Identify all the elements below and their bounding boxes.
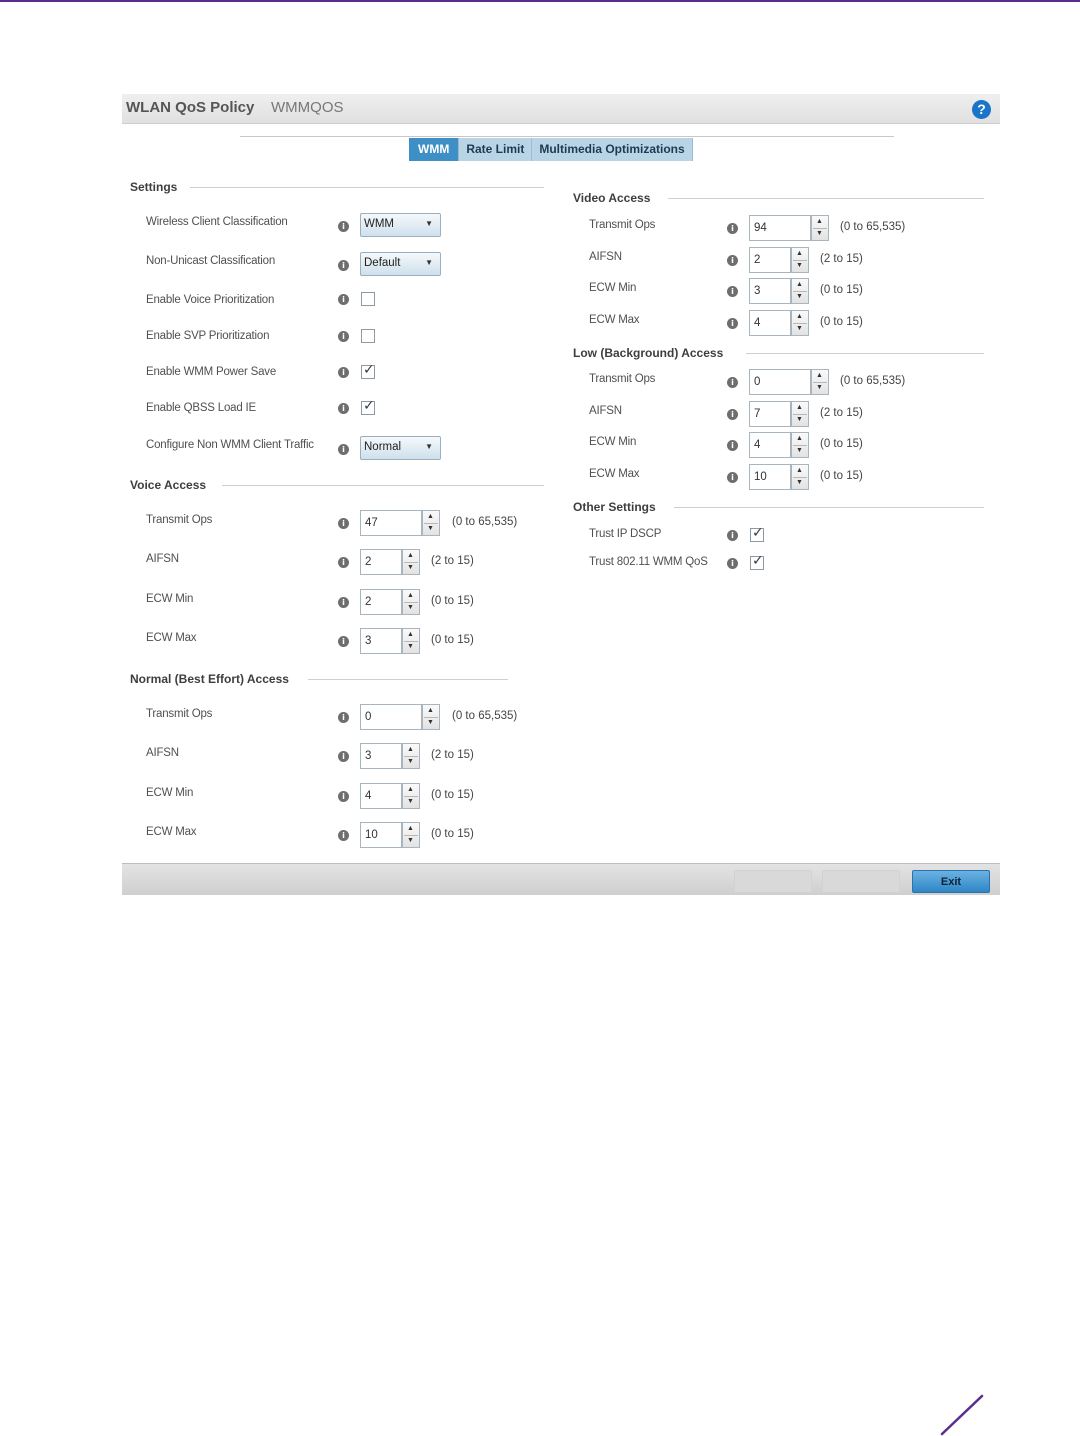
info-icon[interactable]: i	[338, 557, 349, 568]
checkmark-icon: ✓	[363, 362, 375, 378]
stepper-value: 3	[365, 635, 372, 647]
other-settings-section-rule	[674, 507, 984, 508]
spin-up-icon[interactable]: ▲	[407, 631, 414, 638]
stepper-buttons[interactable]	[422, 510, 440, 536]
voice-ecw-max-label: ECW Max	[146, 632, 197, 644]
info-icon[interactable]: i	[727, 223, 738, 234]
info-icon[interactable]: i	[338, 367, 349, 378]
stepper-input[interactable]	[749, 215, 811, 241]
chevron-down-icon: ▼	[425, 442, 433, 451]
voice-ecw-max-range: (0 to 15)	[431, 634, 474, 646]
tab-divider	[240, 136, 894, 137]
video-ecw-max-label: ECW Max	[589, 314, 640, 326]
spin-down-icon[interactable]: ▼	[407, 604, 414, 611]
help-icon[interactable]: ?	[972, 100, 991, 119]
info-icon[interactable]: i	[338, 751, 349, 762]
stepper-input[interactable]	[360, 589, 402, 615]
tab-wmm[interactable]: WMM	[409, 138, 459, 161]
low-ecw-max-range: (0 to 15)	[820, 470, 863, 482]
stepper-buttons[interactable]	[791, 401, 809, 427]
stepper-buttons[interactable]	[791, 278, 809, 304]
checkmark-icon: ✓	[363, 398, 375, 414]
stepper-divider	[404, 756, 418, 757]
video-aifsn-range: (2 to 15)	[820, 253, 863, 265]
footer-bar	[122, 863, 1000, 895]
video-ecw-min-label: ECW Min	[589, 282, 637, 294]
info-icon[interactable]: i	[338, 221, 349, 232]
info-icon[interactable]: i	[338, 331, 349, 342]
stepper-divider	[793, 414, 807, 415]
normal-aifsn-range: (2 to 15)	[431, 749, 474, 761]
stepper-input[interactable]	[360, 783, 402, 809]
tab-multimedia-optimizations[interactable]: Multimedia Optimizations	[532, 138, 692, 161]
enable-qbss-load-ie-checkbox[interactable]	[361, 398, 375, 415]
spin-down-icon[interactable]: ▼	[407, 643, 414, 650]
low-aifsn-stepper[interactable]	[749, 401, 809, 427]
low-aifsn-label: AIFSN	[589, 405, 622, 417]
stepper-input[interactable]	[749, 278, 791, 304]
spin-up-icon[interactable]: ▲	[796, 250, 803, 257]
stepper-value: 0	[754, 376, 761, 388]
stepper-value: 3	[365, 750, 372, 762]
info-icon[interactable]: i	[338, 791, 349, 802]
top-accent-rule	[0, 0, 1080, 2]
stepper-value: 0	[365, 711, 372, 723]
normal-ecw-min-label: ECW Min	[146, 787, 194, 799]
spin-up-icon[interactable]: ▲	[407, 825, 414, 832]
chevron-down-icon: ▼	[425, 258, 433, 267]
stepper-value: 47	[365, 517, 378, 529]
video-ecw-max-stepper[interactable]	[749, 310, 809, 336]
spin-down-icon[interactable]: ▼	[407, 837, 414, 844]
spin-up-icon[interactable]: ▲	[796, 467, 803, 474]
stepper-value: 4	[754, 439, 761, 451]
stepper-input[interactable]	[360, 510, 422, 536]
stepper-buttons[interactable]	[402, 822, 420, 848]
video-aifsn-stepper[interactable]	[749, 247, 809, 273]
info-icon[interactable]: i	[338, 444, 349, 455]
enable-svp-prioritization-checkbox[interactable]	[361, 329, 375, 343]
non-unicast-classification-label: Non-Unicast Classification	[146, 255, 276, 267]
stepper-divider	[404, 796, 418, 797]
spin-down-icon[interactable]: ▼	[796, 293, 803, 300]
stepper-buttons[interactable]	[422, 704, 440, 730]
spin-up-icon[interactable]: ▲	[816, 372, 823, 379]
stepper-divider	[793, 477, 807, 478]
spin-up-icon[interactable]: ▲	[796, 281, 803, 288]
policy-name: WMMQOS	[271, 99, 344, 116]
stepper-input[interactable]	[749, 464, 791, 490]
info-icon[interactable]: i	[727, 286, 738, 297]
video-access-section-title: Video Access	[573, 191, 651, 205]
stepper-value: 4	[754, 317, 761, 329]
stepper-divider	[424, 523, 438, 524]
title-bar	[122, 94, 1000, 124]
info-icon[interactable]: i	[727, 530, 738, 541]
configure-non-wmm-client-traffic-select[interactable]	[360, 436, 441, 460]
info-icon[interactable]: i	[727, 558, 738, 569]
info-icon[interactable]: i	[727, 255, 738, 266]
stepper-buttons[interactable]	[811, 215, 829, 241]
info-icon[interactable]: i	[727, 409, 738, 420]
normal-transmit-ops-range: (0 to 65,535)	[452, 710, 518, 722]
stepper-value: 10	[754, 471, 767, 483]
stepper-divider	[793, 291, 807, 292]
normal-transmit-ops-stepper[interactable]	[360, 704, 442, 730]
spin-down-icon[interactable]: ▼	[796, 447, 803, 454]
stepper-value: 94	[754, 222, 767, 234]
video-ecw-max-range: (0 to 15)	[820, 316, 863, 328]
info-icon[interactable]: i	[727, 472, 738, 483]
stepper-value: 3	[754, 285, 761, 297]
spin-up-icon[interactable]: ▲	[796, 313, 803, 320]
spin-down-icon[interactable]: ▼	[796, 262, 803, 269]
stepper-input[interactable]	[360, 822, 402, 848]
voice-aifsn-label: AIFSN	[146, 553, 179, 565]
voice-aifsn-range: (2 to 15)	[431, 555, 474, 567]
stepper-input[interactable]	[749, 401, 791, 427]
spin-up-icon[interactable]: ▲	[407, 592, 414, 599]
stepper-input[interactable]	[749, 310, 791, 336]
stepper-divider	[793, 260, 807, 261]
stepper-value: 2	[365, 596, 372, 608]
spin-down-icon[interactable]: ▼	[796, 479, 803, 486]
stepper-divider	[424, 717, 438, 718]
low-transmit-ops-stepper[interactable]	[749, 369, 831, 395]
enable-wmm-power-save-checkbox[interactable]	[361, 362, 375, 379]
stepper-divider	[793, 323, 807, 324]
stepper-input[interactable]	[360, 628, 402, 654]
spin-down-icon[interactable]: ▼	[427, 525, 434, 532]
non-unicast-classification-select[interactable]	[360, 252, 441, 276]
stepper-input[interactable]	[749, 369, 811, 395]
settings-section-title: Settings	[130, 180, 178, 194]
stepper-divider	[404, 602, 418, 603]
spin-down-icon[interactable]: ▼	[407, 758, 414, 765]
stepper-divider	[404, 641, 418, 642]
window-title: WLAN QoS Policy	[126, 99, 255, 116]
low-ecw-min-stepper[interactable]	[749, 432, 809, 458]
spin-down-icon[interactable]: ▼	[407, 798, 414, 805]
video-ecw-min-range: (0 to 15)	[820, 284, 863, 296]
select-value: Normal	[364, 441, 402, 453]
stepper-input[interactable]	[360, 549, 402, 575]
enable-voice-prioritization-checkbox[interactable]	[361, 292, 375, 306]
enable-qbss-load-ie-label: Enable QBSS Load IE	[146, 402, 256, 414]
stepper-input[interactable]	[360, 704, 422, 730]
stepper-buttons[interactable]	[791, 464, 809, 490]
stepper-divider	[813, 228, 827, 229]
video-transmit-ops-range: (0 to 65,535)	[840, 221, 906, 233]
info-icon[interactable]: i	[338, 597, 349, 608]
wireless-client-classification-select[interactable]	[360, 213, 441, 237]
voice-aifsn-stepper[interactable]	[360, 549, 420, 575]
voice-transmit-ops-stepper[interactable]	[360, 510, 442, 536]
info-icon[interactable]: i	[727, 440, 738, 451]
spin-down-icon[interactable]: ▼	[796, 325, 803, 332]
normal-transmit-ops-label: Transmit Ops	[146, 708, 213, 720]
wireless-client-classification-label: Wireless Client Classification	[146, 216, 288, 228]
stepper-input[interactable]	[360, 743, 402, 769]
stepper-buttons[interactable]	[791, 247, 809, 273]
spin-down-icon[interactable]: ▼	[816, 230, 823, 237]
spin-down-icon[interactable]: ▼	[407, 564, 414, 571]
wlan-qos-policy-window	[122, 94, 1000, 895]
spin-up-icon[interactable]: ▲	[407, 786, 414, 793]
stepper-buttons[interactable]	[402, 743, 420, 769]
low-ecw-max-label: ECW Max	[589, 468, 640, 480]
low-transmit-ops-range: (0 to 65,535)	[840, 375, 906, 387]
stepper-buttons[interactable]	[402, 783, 420, 809]
stepper-divider	[813, 382, 827, 383]
stepper-input[interactable]	[749, 247, 791, 273]
info-icon[interactable]: i	[338, 294, 349, 305]
select-value: WMM	[364, 218, 395, 230]
video-ecw-min-stepper[interactable]	[749, 278, 809, 304]
stepper-divider	[404, 562, 418, 563]
settings-section-rule	[190, 187, 544, 188]
configure-non-wmm-client-traffic-label: Configure Non WMM Client Traffic	[146, 439, 314, 451]
reset-button[interactable]	[822, 870, 900, 893]
enable-voice-prioritization-label: Enable Voice Prioritization	[146, 294, 275, 306]
info-icon[interactable]: i	[338, 518, 349, 529]
normal-ecw-min-stepper[interactable]	[360, 783, 420, 809]
normal-access-section-title: Normal (Best Effort) Access	[130, 672, 289, 686]
normal-ecw-max-label: ECW Max	[146, 826, 197, 838]
info-icon[interactable]: i	[727, 318, 738, 329]
stepper-buttons[interactable]	[811, 369, 829, 395]
chevron-down-icon: ▼	[425, 219, 433, 228]
low-aifsn-range: (2 to 15)	[820, 407, 863, 419]
voice-transmit-ops-label: Transmit Ops	[146, 514, 213, 526]
low-ecw-min-range: (0 to 15)	[820, 438, 863, 450]
stepper-input[interactable]	[749, 432, 791, 458]
enable-wmm-power-save-label: Enable WMM Power Save	[146, 366, 277, 378]
spin-up-icon[interactable]: ▲	[427, 513, 434, 520]
low-transmit-ops-label: Transmit Ops	[589, 373, 656, 385]
tab-rate-limit[interactable]: Rate Limit	[459, 138, 532, 161]
info-icon[interactable]: i	[338, 830, 349, 841]
checkmark-icon: ✓	[752, 525, 764, 541]
stepper-value: 10	[365, 829, 378, 841]
brand-slash-mark	[936, 1394, 986, 1436]
trust-80211-wmm-qos-label: Trust 802.11 WMM QoS	[589, 556, 708, 568]
voice-ecw-min-range: (0 to 15)	[431, 595, 474, 607]
info-icon[interactable]: i	[727, 377, 738, 388]
normal-ecw-min-range: (0 to 15)	[431, 789, 474, 801]
voice-ecw-min-stepper[interactable]	[360, 589, 420, 615]
info-icon[interactable]: i	[338, 403, 349, 414]
stepper-value: 7	[754, 408, 761, 420]
stepper-value: 4	[365, 790, 372, 802]
spin-up-icon[interactable]: ▲	[407, 746, 414, 753]
stepper-divider	[404, 835, 418, 836]
low-access-section-rule	[746, 353, 984, 354]
info-icon[interactable]: i	[338, 636, 349, 647]
low-ecw-max-stepper[interactable]	[749, 464, 809, 490]
low-access-section-title: Low (Background) Access	[573, 346, 724, 360]
spin-down-icon[interactable]: ▼	[796, 416, 803, 423]
spin-down-icon[interactable]: ▼	[816, 384, 823, 391]
spin-up-icon[interactable]: ▲	[427, 707, 434, 714]
trust-80211-wmm-qos-checkbox[interactable]	[750, 553, 764, 570]
video-transmit-ops-stepper[interactable]	[749, 215, 831, 241]
stepper-buttons[interactable]	[402, 628, 420, 654]
exit-button[interactable]: Exit	[912, 870, 990, 893]
checkmark-icon: ✓	[752, 553, 764, 569]
stepper-buttons[interactable]	[791, 432, 809, 458]
tab-bar	[409, 138, 693, 161]
trust-ip-dscp-checkbox[interactable]	[750, 525, 764, 542]
trust-ip-dscp-label: Trust IP DSCP	[589, 528, 662, 540]
video-access-section-rule	[668, 198, 984, 199]
spin-up-icon[interactable]: ▲	[816, 218, 823, 225]
spin-down-icon[interactable]: ▼	[427, 719, 434, 726]
normal-access-section-rule	[308, 679, 508, 680]
stepper-buttons[interactable]	[402, 549, 420, 575]
normal-ecw-max-stepper[interactable]	[360, 822, 420, 848]
voice-ecw-min-label: ECW Min	[146, 593, 194, 605]
normal-ecw-max-range: (0 to 15)	[431, 828, 474, 840]
stepper-divider	[793, 445, 807, 446]
select-value: Default	[364, 257, 401, 269]
voice-transmit-ops-range: (0 to 65,535)	[452, 516, 518, 528]
spin-up-icon[interactable]: ▲	[796, 404, 803, 411]
other-settings-section-title: Other Settings	[573, 500, 656, 514]
spin-up-icon[interactable]: ▲	[407, 552, 414, 559]
normal-aifsn-label: AIFSN	[146, 747, 179, 759]
stepper-value: 2	[365, 556, 372, 568]
enable-svp-prioritization-label: Enable SVP Prioritization	[146, 330, 270, 342]
voice-access-section-rule	[222, 485, 544, 486]
voice-ecw-max-stepper[interactable]	[360, 628, 420, 654]
stepper-buttons[interactable]	[402, 589, 420, 615]
voice-access-section-title: Voice Access	[130, 478, 207, 492]
ok-button[interactable]	[734, 870, 812, 893]
stepper-buttons[interactable]	[791, 310, 809, 336]
info-icon[interactable]: i	[338, 260, 349, 271]
spin-up-icon[interactable]: ▲	[796, 435, 803, 442]
video-aifsn-label: AIFSN	[589, 251, 622, 263]
stepper-value: 2	[754, 254, 761, 266]
normal-aifsn-stepper[interactable]	[360, 743, 420, 769]
low-ecw-min-label: ECW Min	[589, 436, 637, 448]
info-icon[interactable]: i	[338, 712, 349, 723]
video-transmit-ops-label: Transmit Ops	[589, 219, 656, 231]
